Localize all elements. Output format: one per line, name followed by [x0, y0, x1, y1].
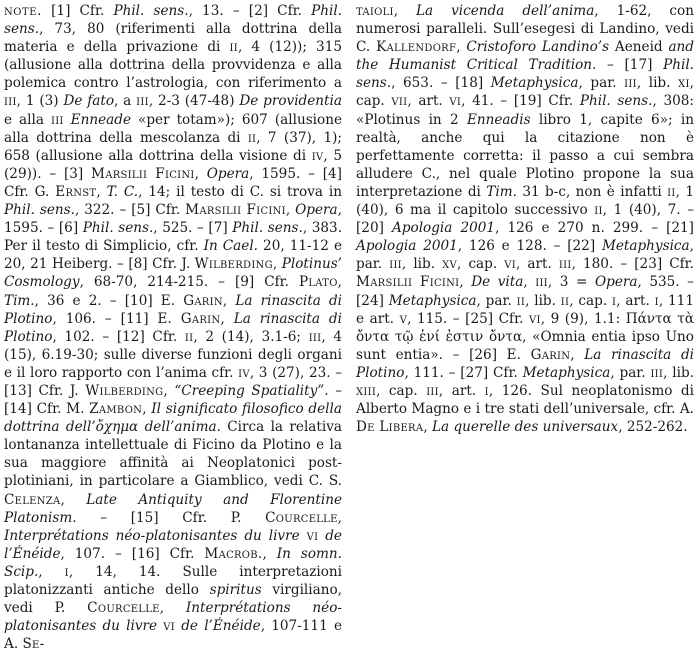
- text-run: «per totam»); 607 (allusione alla dottrina della mescolanza di: [4, 111, 343, 146]
- italic-run: Phil. sens.: [356, 57, 694, 92]
- italic-run: Cristoforo Landino’s: [466, 39, 610, 56]
- text-run: , 106. – [11] E.: [52, 310, 181, 327]
- small-caps-run: ii: [184, 328, 194, 345]
- small-caps-run: iii: [558, 256, 572, 273]
- text-run: , a: [114, 93, 137, 110]
- text-run: ,: [194, 165, 207, 182]
- italic-run: T. C.: [106, 183, 139, 200]
- text-run: ,: [423, 419, 433, 436]
- text-run: , 7 (37), 1); 658 (allusione alla dottrina della visione di: [4, 129, 342, 164]
- text-run: Aeneid: [609, 39, 669, 56]
- small-caps-run: ii: [594, 202, 603, 219]
- italic-run: Interprétations néo-platonisantes du livre: [4, 527, 307, 544]
- text-run: , par.: [476, 292, 517, 309]
- italic-run: Énéide: [12, 545, 61, 562]
- text-run: , 36 e 2. – [10] E.: [34, 292, 184, 309]
- text-run: ,: [337, 509, 342, 526]
- notes-left-text: [4, 3, 342, 652]
- text-run: , 1595. – [6]: [4, 202, 342, 237]
- text-run: libro 1, capite 6»; in realtà, anche qui la citazione non è perfettamente corretta: il passo a cui sembra alludere C., nel quale Plotino propone la sua interpretazione di: [356, 111, 694, 200]
- small-caps-run: ii: [560, 292, 570, 309]
- text-run: . Circa la relativa lontananza intellettuale di Ficino da Plotino e la sua maggiore affinità ai Neoplatonici post-plotiniani, in particolare a Giamblico, vedi C. S.: [4, 419, 342, 490]
- small-caps-run: iii: [50, 111, 64, 128]
- small-caps-run: Marsilii Ficini: [356, 274, 460, 291]
- text-run: ,: [285, 202, 296, 219]
- small-caps-run: Garin: [183, 292, 223, 309]
- text-run: , 9 (9), 1.1: Πάντα τὰ ὄντα τῷ ἑνί ἐστιν ὄντα, «Omnia entia ipso Uno sunt entia». – [26] E.: [356, 310, 694, 363]
- small-caps-run: iii: [535, 274, 548, 291]
- text-run: , cap.: [569, 292, 612, 309]
- text-run: , 68-70, 214-215. – [9] Cfr.: [79, 274, 299, 291]
- small-caps-run: ii: [247, 129, 257, 146]
- small-caps-run: v: [399, 310, 408, 327]
- text-run: , 13. – [2] Cfr.: [188, 3, 312, 19]
- text-run: , art.: [616, 292, 655, 309]
- text-run: , 41. – [19] Cfr.: [461, 93, 580, 110]
- small-caps-run: Marsilii Ficini: [185, 202, 286, 219]
- small-caps-run: Courcelle: [265, 509, 338, 526]
- text-run: , lib.: [401, 256, 443, 273]
- small-caps-run: iii: [136, 93, 149, 110]
- italic-run: spiritus: [209, 582, 262, 598]
- text-run: , 107. – [16] Cfr.: [60, 545, 205, 562]
- text-run: ,: [570, 346, 585, 363]
- text-run: , par.: [610, 364, 651, 381]
- small-caps-run: Garin: [180, 310, 221, 327]
- text-run: , cap.: [376, 382, 427, 399]
- small-caps-run: iii: [4, 93, 17, 110]
- italic-run: Metaphysica: [490, 75, 579, 92]
- notes-right-text: [356, 3, 694, 435]
- italic-run: Enneade: [70, 111, 131, 128]
- small-caps-run: Wilberding: [194, 256, 273, 273]
- text-run: , 4 (15), 6.19-30; sulle diverse funzioni degli organi e il loro rapporto con l’anima cfr.: [4, 328, 343, 381]
- text-run: , 111 e art.: [356, 292, 694, 327]
- text-run: ,: [159, 600, 186, 617]
- italic-run: Phil. sens.: [4, 202, 75, 219]
- small-caps-run: iv: [238, 364, 250, 381]
- italic-run: La rinascita di Plotino: [356, 346, 694, 381]
- small-caps-run: Courcelle: [87, 600, 160, 617]
- notes-right-column: [356, 2, 694, 544]
- small-caps-run: vi: [306, 527, 319, 544]
- italic-run: Phil. sens.: [4, 3, 342, 38]
- italic-run: Interprétations néo-platonisantes du livre: [4, 600, 342, 635]
- small-caps-run: xiii: [356, 382, 377, 399]
- notes-label: note.: [4, 3, 42, 19]
- italic-run: Metaphysica: [601, 238, 690, 255]
- text-run: , lib.: [636, 75, 679, 92]
- text-run: , 3 =: [547, 274, 595, 291]
- small-caps-run: Marsilii Ficini: [91, 165, 195, 182]
- italic-run: Metaphysica: [522, 364, 611, 381]
- italic-run: Tim.: [486, 183, 517, 200]
- italic-run: La rinascita di Plotino: [4, 292, 342, 327]
- text-run: ,: [459, 274, 472, 291]
- italic-run: Phil. sens.: [113, 3, 189, 19]
- italic-run: Plotinus’ Cosmology: [4, 256, 342, 291]
- text-run: ,: [142, 401, 152, 418]
- notes-paragraph-right: [356, 2, 694, 436]
- italic-run: Phil. sens.: [232, 220, 303, 237]
- italic-run: Énéide: [212, 618, 261, 635]
- italic-run: Opera: [295, 202, 338, 219]
- text-run: , 4 (12)); 315 (allusione alla dottrina della provvidenza e alla polemica contro l’astrologia, con riferimento a: [4, 39, 342, 92]
- text-run: , lib.: [525, 292, 561, 309]
- italic-run: de l’: [4, 527, 342, 562]
- text-run: , 102. – [12] Cfr.: [52, 328, 185, 345]
- italic-run: La querelle des universaux: [432, 419, 619, 436]
- text-run: , 383. Per il testo di Simplicio, cfr.: [4, 220, 343, 255]
- text-run: ,: [393, 3, 417, 19]
- small-caps-run: xv: [442, 256, 458, 273]
- text-run: , 535. – [24]: [356, 274, 694, 309]
- text-run: , 14, 14. Sulle interpretazioni platonizzanti antiche dello: [4, 563, 342, 598]
- text-run: , par.: [356, 238, 694, 273]
- text-run: , cap.: [457, 256, 505, 273]
- text-run: ,: [163, 382, 175, 399]
- text-run: ,: [262, 545, 277, 562]
- small-caps-run: Wilberding: [85, 382, 164, 399]
- small-caps-run: iii: [389, 256, 402, 273]
- notes-left-column: [4, 2, 343, 653]
- italic-run: and the Humanist Critical Tradition: [356, 39, 694, 74]
- text-run: ,: [523, 274, 536, 291]
- text-run: 31 b-c, non è infatti: [516, 183, 668, 200]
- italic-run: In Cael.: [203, 238, 258, 255]
- small-caps-run: vii: [391, 93, 408, 110]
- text-run: , 14; il testo di C. si trova in: [138, 183, 342, 200]
- italic-run: Metaphysica: [388, 292, 477, 309]
- italic-run: Phil. sens.: [82, 220, 154, 237]
- small-caps-run: Garin: [530, 346, 571, 363]
- text-run: , 126 e 270 n. 299. – [21]: [495, 220, 694, 237]
- italic-run: In somn. Scip.: [4, 545, 342, 580]
- text-run: , 252-262.: [618, 419, 688, 436]
- text-run: , cap.: [356, 75, 694, 110]
- small-caps-run: iii: [624, 75, 637, 92]
- small-caps-run: iii: [308, 328, 322, 345]
- text-run: , 1-62, con numerosi paralleli. Sull’esegesi di Landino, vedi C.: [356, 3, 694, 56]
- small-caps-run: iii: [426, 382, 439, 399]
- text-run: [64, 112, 71, 128]
- italic-run: “Creeping Spatiality”: [174, 382, 325, 399]
- small-caps-run: vi: [449, 93, 462, 110]
- italic-run: Il significato filosofico della dottrina dell’ὄχημα dell’anima: [4, 401, 342, 436]
- small-caps-run: xi: [678, 75, 690, 92]
- text-run: e alla: [4, 111, 51, 128]
- small-caps-run: De Libera: [356, 419, 424, 436]
- text-run: ,: [220, 310, 234, 327]
- text-run: , art.: [407, 93, 450, 110]
- italic-run: Apologia 2001: [392, 220, 496, 237]
- text-run: , 115. – [25] Cfr.: [407, 310, 529, 327]
- italic-run: De providentia: [239, 93, 342, 110]
- text-run: 20, 11-12 e 20, 21 Heiberg. – [8] Cfr. J.: [4, 238, 342, 273]
- italic-run: Late Antiquity and Florentine Platonism: [4, 491, 342, 526]
- small-caps-run: i: [484, 382, 489, 399]
- text-run: ,: [222, 292, 236, 309]
- italic-run: Apologia 2001: [356, 238, 458, 255]
- small-caps-run: iv: [311, 147, 324, 164]
- text-run: [1] Cfr.: [41, 3, 114, 19]
- text-run: ,: [456, 39, 467, 56]
- text-run: , 126. Sul neoplatonismo di Alberto Magno e i tre stati dell’universale, cfr. A.: [356, 382, 694, 418]
- small-caps-run: vi: [163, 618, 175, 635]
- small-caps-run: Ernst: [55, 183, 97, 200]
- text-run: ,: [272, 256, 282, 273]
- text-run: ,: [96, 183, 107, 200]
- small-caps-run: Celenza: [4, 491, 61, 508]
- text-run: , 1 (40), 7. – [20]: [356, 202, 694, 237]
- text-run: , 5 (29)). – [3]: [4, 147, 342, 182]
- small-caps-run: ii: [516, 292, 526, 309]
- text-run: ,: [38, 563, 65, 580]
- text-run: , 1 (3): [16, 93, 64, 110]
- italic-run: De vita: [471, 274, 524, 291]
- italic-run: La rinascita di Plotino: [4, 310, 342, 345]
- text-run: virgiliano, vedi P.: [4, 582, 342, 617]
- italic-run: Phil. sens.: [579, 93, 653, 110]
- italic-run: Tim.: [4, 292, 35, 309]
- small-caps-run: Macrob.: [204, 545, 263, 562]
- small-caps-run: Plato: [298, 274, 338, 291]
- text-run: , 107-111 e A.: [4, 618, 343, 653]
- text-run: , 1595. – [4] Cfr. G.: [4, 165, 342, 200]
- text-run: ,: [337, 274, 342, 291]
- text-run: , 2 (14), 3.1-6;: [193, 328, 309, 345]
- small-caps-run: ii: [667, 183, 676, 200]
- text-run: , 525. – [7]: [153, 220, 233, 237]
- italic-run: Enneadis: [466, 111, 531, 128]
- text-run: , par.: [578, 75, 625, 92]
- italic-run: de l’: [175, 618, 213, 635]
- small-caps-run: i: [612, 292, 617, 309]
- text-run: , 73, 80 (riferimenti alla dottrina della materia e della privazione di: [4, 21, 342, 56]
- small-caps-run: vi: [504, 256, 516, 273]
- text-run: , lib.: [663, 364, 694, 381]
- text-run: , 180. – [23] Cfr.: [571, 256, 694, 273]
- italic-run: De fato: [63, 93, 115, 110]
- text-run: , 111. – [27] Cfr.: [404, 364, 523, 381]
- small-caps-run: Zambon: [89, 401, 143, 418]
- small-caps-run: ii: [229, 39, 238, 56]
- small-caps-run: Kallendorf: [376, 39, 457, 56]
- text-run: ,: [60, 491, 87, 508]
- small-caps-run: taioli: [356, 3, 394, 19]
- text-run: , 126 e 128. – [22]: [457, 238, 602, 255]
- notes-paragraph-left: [4, 2, 342, 653]
- text-run: . – [17]: [592, 57, 664, 74]
- text-run: , 653. – [18]: [391, 75, 491, 92]
- small-caps-run: i: [64, 563, 69, 580]
- small-caps-run: iii: [650, 364, 664, 381]
- text-run: , art.: [516, 256, 559, 273]
- text-run: , 1 (40), 6 ma il capitolo successivo: [356, 183, 694, 219]
- italic-run: La vicenda dell’anima: [416, 3, 595, 19]
- text-run: , art.: [438, 382, 485, 399]
- small-caps-run: Se-: [22, 636, 45, 653]
- small-caps-run: i: [654, 292, 659, 309]
- text-run: , 2-3 (47-48): [148, 93, 240, 110]
- small-caps-run: vi: [528, 310, 541, 327]
- italic-run: Opera: [206, 165, 250, 182]
- text-run: , 3 (27), 23. – [13] Cfr. J.: [4, 364, 342, 399]
- italic-run: Opera: [594, 274, 638, 291]
- text-run: , 322. – [5] Cfr.: [74, 202, 186, 219]
- text-run: , 308: «Plotinus in 2: [356, 93, 694, 128]
- text-run: . – [14] Cfr. M.: [4, 382, 342, 418]
- text-run: . – [15] Cfr. P.: [72, 509, 266, 526]
